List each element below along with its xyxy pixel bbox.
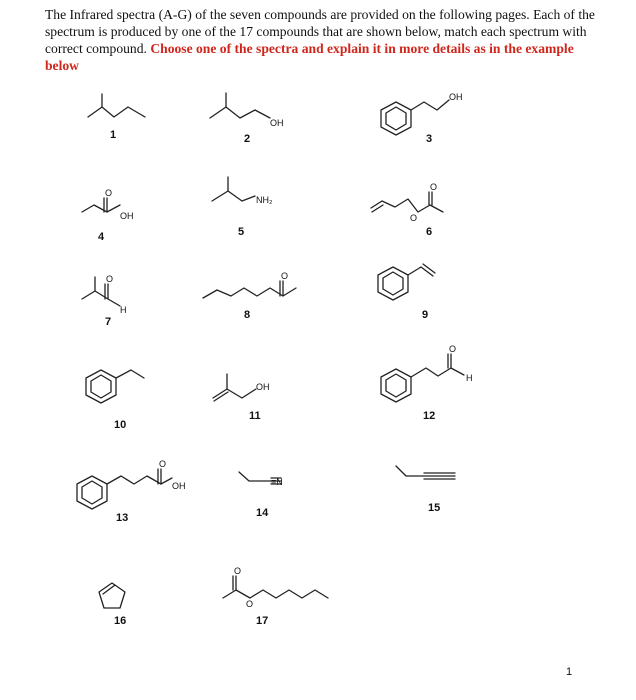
compound-11-structure — [213, 374, 256, 401]
compound-2-structure — [210, 93, 270, 118]
compound-7-structure — [82, 277, 120, 306]
compound-13-number: 13 — [116, 512, 129, 524]
instructions-highlight: Choose one of the spectra and explain it in more details as in the example below — [45, 41, 574, 73]
compound-15-number: 15 — [428, 502, 441, 514]
compound-12-h-label: H — [466, 373, 473, 383]
instructions-text: The Infrared spectra (A-G) of the seven compounds are provided on the following pages. Each of the spectrum is produced by one of the 17 compounds that are shown below, match each spectrum with correct compound. — [45, 7, 595, 56]
compound-3-number: 3 — [426, 133, 433, 145]
compound-5-structure — [212, 177, 255, 201]
compound-8-number: 8 — [244, 309, 251, 321]
compound-13-oh-label: OH — [172, 481, 186, 491]
compound-16-structure — [99, 583, 125, 608]
compound-6-o-label: O — [430, 182, 438, 192]
compound-5-nh2-label: NH₂ — [256, 195, 273, 205]
compound-3-oh-label: OH — [449, 92, 463, 102]
compound-6-number: 6 — [426, 226, 433, 238]
compound-6-structure — [371, 192, 443, 212]
compound-7-o-label: O — [106, 274, 114, 284]
compound-8-structure — [203, 281, 296, 298]
compound-12-o-label: O — [449, 344, 457, 354]
compound-8-o-label: O — [281, 271, 289, 281]
compound-14-nitrile-label: ≡N — [271, 477, 283, 487]
compound-11-number: 11 — [249, 410, 261, 422]
compound-1-number: 1 — [110, 129, 117, 141]
compound-1-structure — [88, 94, 145, 117]
compound-4-oh-label: OH — [120, 211, 134, 221]
compound-9-structure — [378, 264, 435, 300]
compound-15-structure — [396, 466, 455, 479]
compound-13-structure — [77, 469, 172, 509]
compound-13-o-label: O — [159, 459, 167, 469]
compound-17-structure — [223, 576, 328, 598]
compound-17-ester-o-label: O — [246, 599, 254, 609]
compound-6-ester-o-label: O — [410, 213, 418, 223]
compound-16-number: 16 — [114, 615, 127, 627]
compound-7-number: 7 — [105, 316, 112, 328]
compound-2-oh-label: OH — [270, 118, 284, 128]
compound-4-number: 4 — [98, 231, 105, 243]
compound-17-number: 17 — [256, 615, 269, 627]
compound-4-o-label: O — [105, 188, 113, 198]
compound-11-oh-label: OH — [256, 382, 270, 392]
compound-3-structure — [381, 100, 449, 135]
compound-17-o-label: O — [234, 566, 242, 576]
compound-7-h-label: H — [120, 305, 127, 315]
compound-14-number: 14 — [256, 507, 269, 519]
compound-12-number: 12 — [423, 410, 436, 422]
compound-5-number: 5 — [238, 226, 245, 238]
compound-9-number: 9 — [422, 309, 429, 321]
page-number: 1 — [566, 666, 573, 678]
compound-10-structure — [86, 370, 144, 403]
compound-12-structure — [381, 354, 464, 402]
compound-2-number: 2 — [244, 133, 251, 145]
compound-4-structure — [82, 198, 120, 212]
compound-10-number: 10 — [114, 419, 127, 431]
